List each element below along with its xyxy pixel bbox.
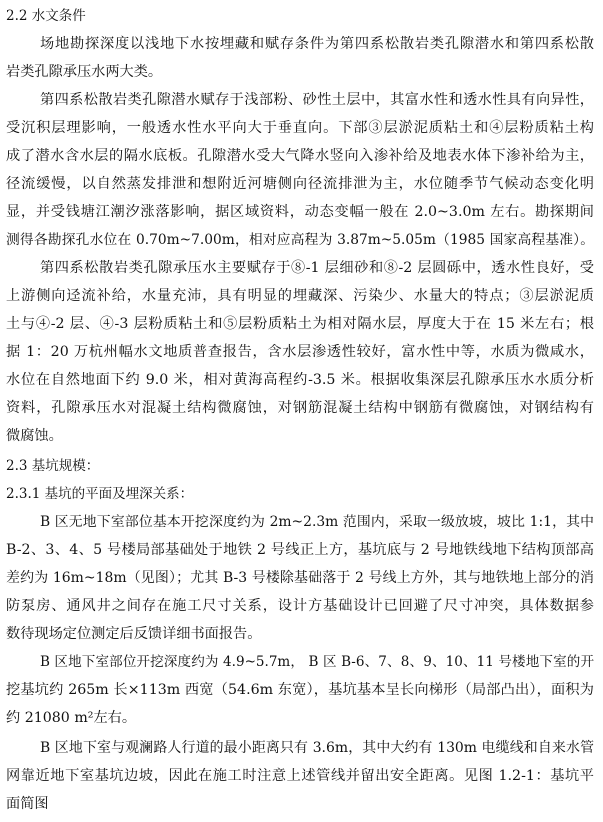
paragraph-line: B 区地下室部位开挖深度约为 4.9~5.7m， B 区 B-6、7、8、9、10、11 号楼地下室的开 — [40, 654, 594, 670]
paragraph-line: 数待现场定位测定后反馈详细书面报告。 — [6, 626, 262, 642]
paragraph-line: B 区地下室与观澜路人行道的最小距离只有 3.6m，其中大约有 130m 电缆线和自来水管 — [40, 740, 594, 756]
paragraph-line: 微腐蚀。 — [6, 428, 63, 444]
subsection-heading-2-3-1: 2.3.1 基坑的平面及埋深关系： — [6, 486, 194, 502]
paragraph-line: 土与④-2 层、④-3 层粉质粘土和⑤层粉质粘土为相对隔水层，厚度大于在 15 米左右；根 — [6, 316, 594, 332]
paragraph-line: 资料，孔隙承压水对混凝土结构微腐蚀，对钢筋混凝土结构中钢筋有微腐蚀，对钢结构有 — [6, 400, 594, 416]
paragraph-line: 挖基坑约 265m 长×113m 西宽（54.6m 东宽），基坑基本呈长向梯形（局部凸出），面积为 — [6, 682, 594, 698]
paragraph-line: 水位在自然地面下约 9.0 米，相对黄海高程约-3.5 米。根据收集深层孔隙承压水水质分析 — [6, 372, 594, 388]
paragraph-line: 场地勘探深度以浅地下水按埋藏和赋存条件为第四系松散岩类孔隙潜水和第四系松散 — [40, 36, 594, 52]
paragraph-line: 网靠近地下室基坑边坡，因此在施工时注意上述管线并留出安全距离。见图 1.2-1：基坑平 — [6, 768, 594, 784]
paragraph-line: 成了潜水含水层的隔水底板。孔隙潜水受大气降水竖向入渗补给及地表水体下渗补给为主， — [6, 148, 594, 164]
paragraph-line: 据 1：20 万杭州幅水文地质普查报告，含水层渗透性较好，富水性中等，水质为微咸水， — [6, 344, 594, 360]
paragraph-line: 受沉积层理影响，一般透水性水平向大于垂直向。下部③层淤泥质粘土和④层粉质粘土构 — [6, 120, 594, 136]
paragraph-line: 防泵房、通风井之间存在施工尺寸关系，设计方基础设计已回避了尺寸冲突，具体数据参 — [6, 598, 594, 614]
paragraph-line: 显，并受钱塘江潮汐涨落影响，据区域资料，动态变幅一般在 2.0~3.0m 左右。勘探期间 — [6, 204, 594, 220]
paragraph-line: 测得各勘探孔水位在 0.70m~7.00m，相对应高程为 3.87m~5.05m（1985 国家高程基准）。 — [6, 232, 594, 248]
paragraph-line: B 区无地下室部位基本开挖深度约为 2m~2.3m 范围内，采取一级放坡，坡比 1:1，其中 — [40, 514, 594, 530]
section-heading-2-2: 2.2 水文条件 — [6, 8, 86, 24]
paragraph-line: 面简图 — [6, 796, 49, 812]
paragraph-line: 上游侧向迳流补给，水量充沛，具有明显的埋藏深、污染少、水量大的特点；③层淤泥质 — [6, 288, 594, 304]
paragraph-line: 第四系松散岩类孔隙承压水主要赋存于⑧-1 层细砂和⑧-2 层圆砾中，透水性良好，受 — [40, 260, 594, 276]
paragraph-line: 径流缓慢，以自然蒸发排泄和想附近河塘侧向径流排泄为主，水位随季节气候动态变化明 — [6, 176, 594, 192]
section-heading-2-3: 2.3 基坑规模： — [6, 458, 100, 474]
paragraph-line: 第四系松散岩类孔隙潜水赋存于浅部粉、砂性土层中，其富水性和透水性具有向异性， — [40, 92, 594, 108]
paragraph-line: B-2、3、4、5 号楼局部基础处于地铁 2 号线正上方，基坑底与 2 号地铁线地下结构顶部高 — [6, 542, 594, 558]
paragraph-line: 岩类孔隙承压水两大类。 — [6, 64, 163, 80]
paragraph-line: 约 21080 m²左右。 — [6, 710, 137, 726]
paragraph-line: 差约为 16m~18m（见图）；尤其 B-3 号楼除基础落于 2 号线上方外，其与地铁地上部分的消 — [6, 570, 594, 586]
